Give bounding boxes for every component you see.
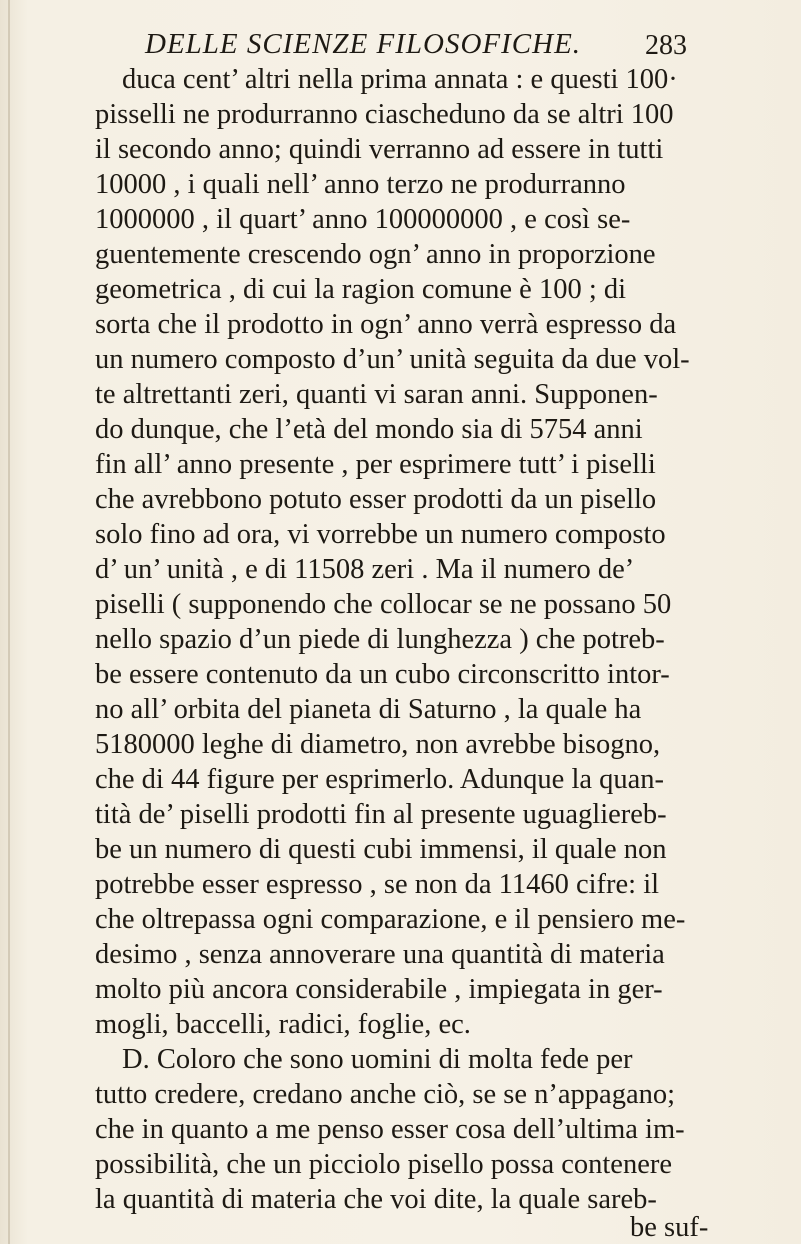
text-line: mogli, baccelli, radici, foglie, ec. <box>95 1009 471 1040</box>
text-line: piselli ( supponendo che collocar se ne possano 50 <box>95 589 672 620</box>
text-line: 5180000 leghe di diametro, non avrebbe bisogno, <box>95 729 661 760</box>
text-line: solo fino ad ora, vi vorrebbe un numero composto <box>95 519 666 550</box>
text-line: desimo , senza annoverare una quantità di materia <box>95 939 665 970</box>
text-line: che in quanto a me penso esser cosa dell’ultima im- <box>95 1114 685 1145</box>
text-line: 1000000 , il quart’ anno 100000000 , e così se- <box>95 204 631 235</box>
text-line: sorta che il prodotto in ogn’ anno verrà espresso da <box>95 309 677 340</box>
text-line: il secondo anno; quindi verranno ad essere in tutti <box>95 134 664 165</box>
text-line: potrebbe esser espresso , se non da 11460 cifre: il <box>95 869 660 900</box>
text-line: tutto credere, credano anche ciò, se se n’appagano; <box>95 1079 676 1110</box>
text-line: tità de’ piselli prodotti fin al presente uguaglierеb- <box>95 799 667 830</box>
text-line: che avrebbono potuto esser prodotti da un pisello <box>95 484 657 515</box>
text-line: no all’ orbita del pianeta di Saturno , la quale ha <box>95 694 642 725</box>
text-line: guentemente crescendo ogn’ anno in proporzione <box>95 239 656 270</box>
text-line: che oltrepassa ogni comparazione, e il pensiero me- <box>95 904 686 935</box>
text-line: molto più ancora considerabile , impiegata in ger- <box>95 974 663 1005</box>
text-line: te altrettanti zeri, quanti vi saran anni. Supponen- <box>95 379 658 410</box>
text-line: 10000 , i quali nell’ anno terzo ne produrranno <box>95 169 626 200</box>
text-line: D. Coloro che sono uomini di molta fede per <box>122 1044 633 1075</box>
catchword-line: be suf- <box>630 1212 709 1243</box>
running-title: DELLE SCIENZE FILOSOFICHE. <box>145 28 582 60</box>
text-line: fin all’ anno presente , per esprimere tutt’ i piselli <box>95 449 656 480</box>
text-line: pisselli ne produrranno ciascheduno da se altri 100 <box>95 99 674 130</box>
text-line: do dunque, che l’età del mondo sia di 5754 anni <box>95 414 643 445</box>
text-line: duca cent’ altri nella prima annata : e questi 100· <box>122 64 678 95</box>
text-line: d’ un’ unità , e di 11508 zeri . Ma il numero de’ <box>95 554 635 585</box>
text-line: geometrica , di cui la ragion comune è 100 ; di <box>95 274 627 305</box>
text-line: che di 44 figure per esprimerlo. Adunque la quan- <box>95 764 665 795</box>
text-line: la quantità di materia che voi dite, la quale sareb- <box>95 1184 657 1215</box>
text-line: possibilità, che un picciolo pisello possa contenere <box>95 1149 672 1180</box>
text-line: be un numero di questi cubi immensi, il quale non <box>95 834 667 865</box>
page-number: 283 <box>645 30 687 61</box>
text-line: be essere contenuto da un cubo circonscritto intor- <box>95 659 670 690</box>
text-line: nello spazio d’un piede di lunghezza ) che potreb- <box>95 624 665 655</box>
text-line: un numero composto d’un’ unità seguita da due vol- <box>95 344 690 375</box>
